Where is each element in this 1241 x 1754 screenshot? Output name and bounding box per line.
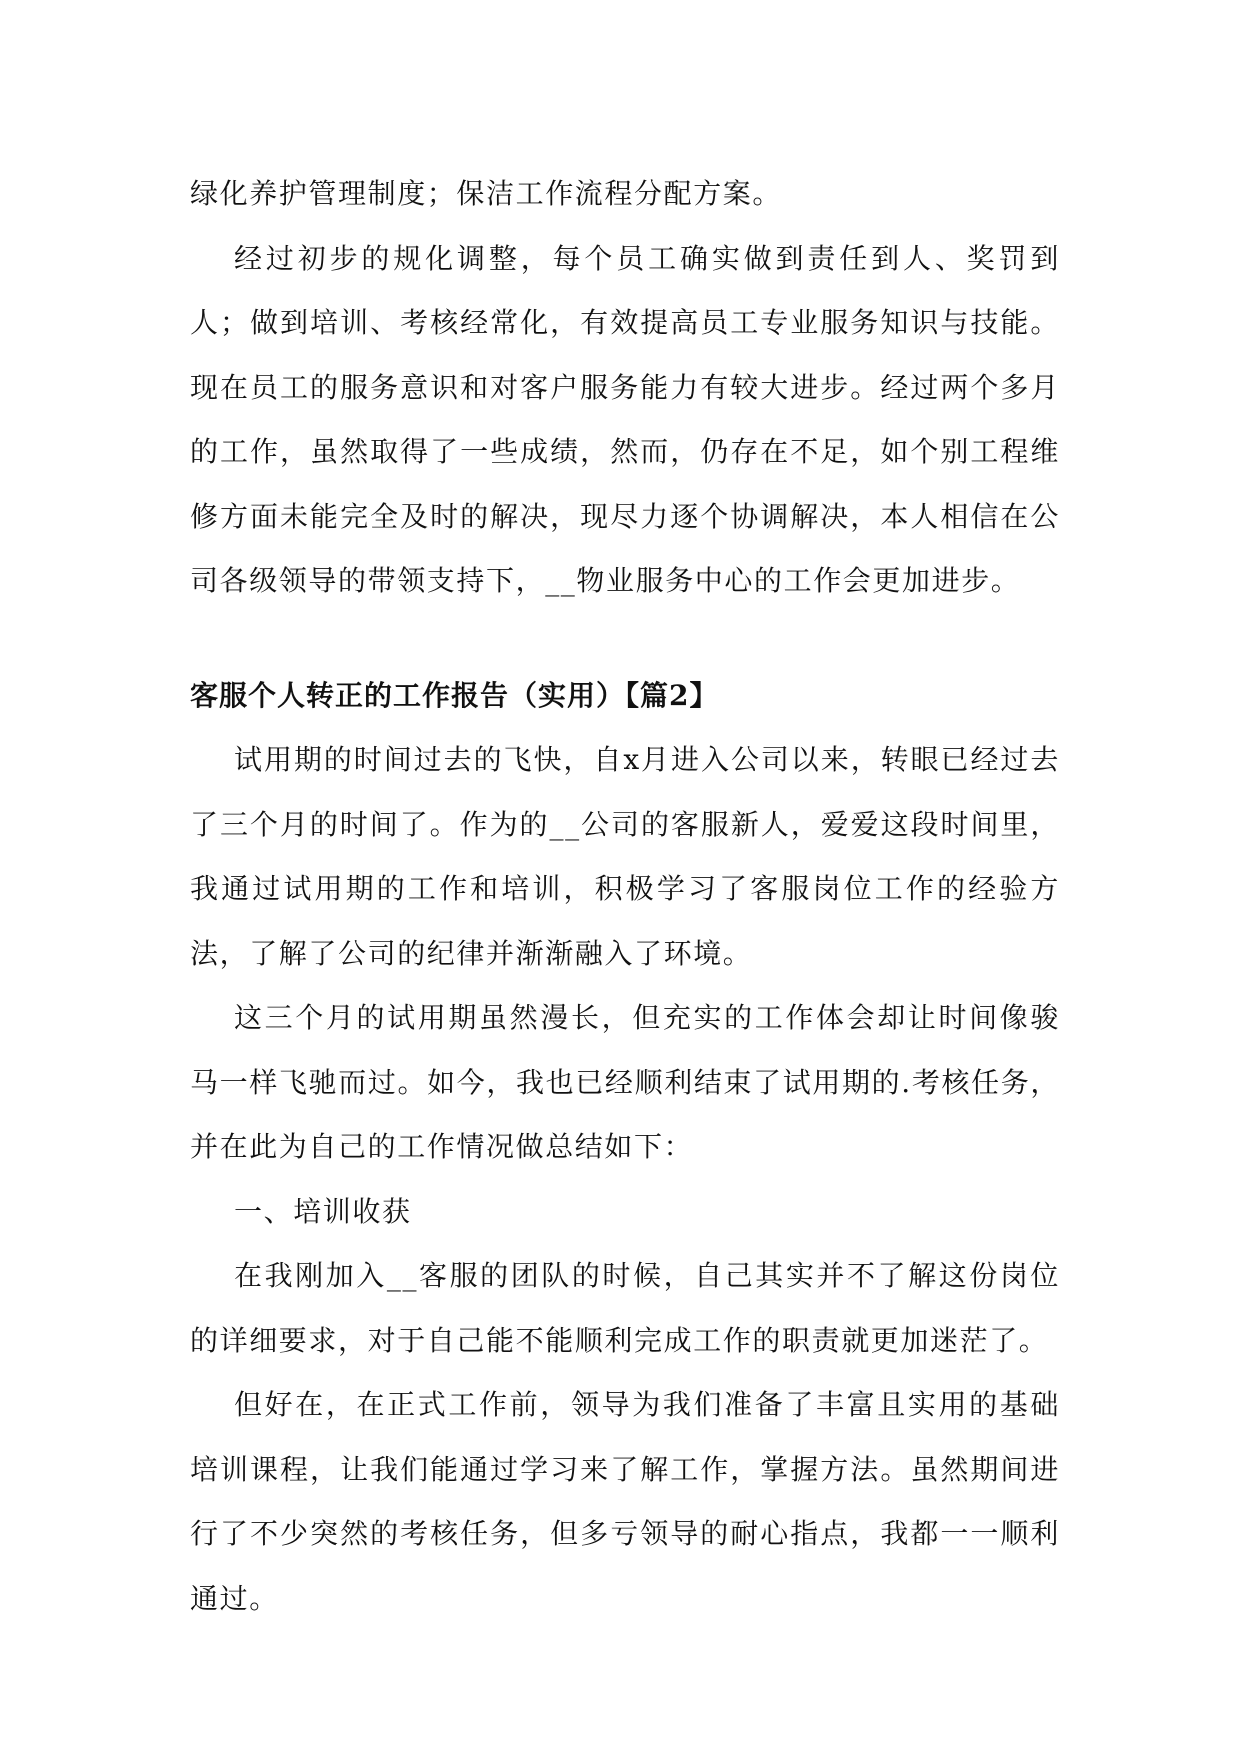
paragraph-greening-rules: 绿化养护管理制度；保洁工作流程分配方案。 bbox=[190, 177, 783, 210]
document-body bbox=[190, 162, 1060, 1631]
paragraph-probation-intro: 试用期的时间过去的飞快，自x月进入公司以来，转眼已经过去了三个月的时间了。作为的__公司的客服新人，爱爱这段时间里，我通过试用期的工作和培训，积极学习了客服岗位工作的经验方法，了解了公司的纪律并渐渐融入了环境。 bbox=[190, 743, 1060, 970]
paragraph-adjustment-summary: 经过初步的规化调整，每个员工确实做到责任到人、奖罚到人；做到培训、考核经常化，有效提高员工专业服务知识与技能。现在员工的服务意识和对客户服务能力有较大进步。经过两个多月的工作，虽然取得了一些成绩，然而，仍存在不足，如个别工程维修方面未能完全及时的解决，现尽力逐个协调解决，本人相信在公司各级领导的带领支持下，__物业服务中心的工作会更加进步。 bbox=[190, 241, 1060, 597]
section-heading: 客服个人转正的工作报告（实用）【篇2】 bbox=[190, 678, 719, 712]
paragraph-joining-team: 在我刚加入__客服的团队的时候，自己其实并不了解这份岗位的详细要求，对于自己能不能顺利完成工作的职责就更加迷茫了。 bbox=[190, 1259, 1060, 1357]
subheading-training-gains: 一、培训收获 bbox=[234, 1194, 412, 1228]
paragraph-training-courses: 但好在，在正式工作前，领导为我们准备了丰富且实用的基础培训课程，让我们能通过学习来了解工作，掌握方法。虽然期间进行了不少突然的考核任务，但多亏领导的耐心指点，我都一一顺利通过。 bbox=[190, 1388, 1060, 1615]
paragraph-probation-summary: 这三个月的试用期虽然漫长，但充实的工作体会却让时间像骏马一样飞驰而过。如今，我也已经顺利结束了试用期的.考核任务，并在此为自己的工作情况做总结如下： bbox=[190, 1001, 1060, 1163]
